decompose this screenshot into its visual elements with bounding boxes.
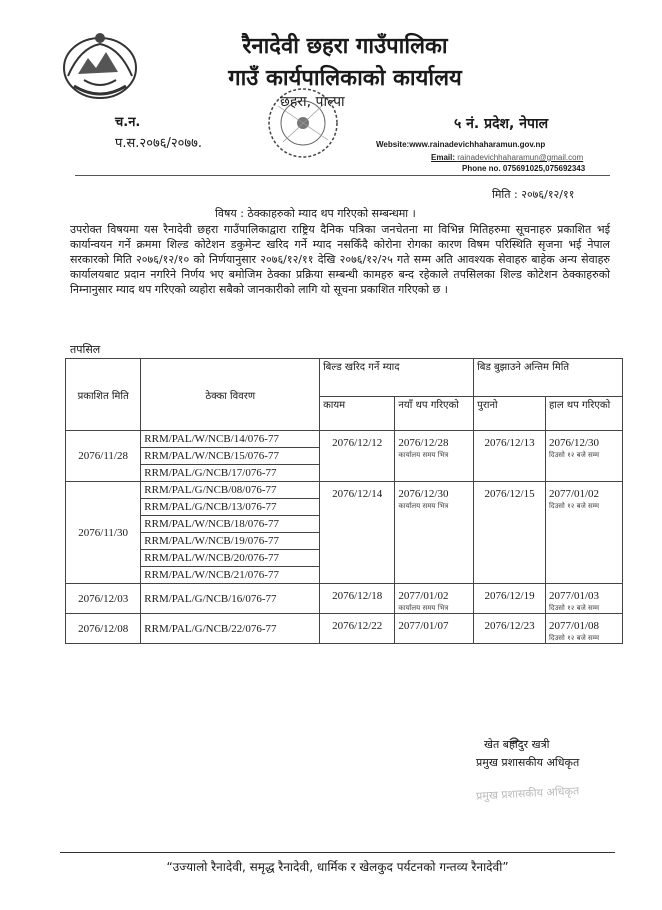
published-date-cell: 2076/11/28: [66, 431, 141, 482]
tender-ref-cell: RRM/PAL/G/NCB/16/076-77: [141, 584, 320, 614]
website-line: [376, 140, 545, 149]
new-extended-cell-date: 2077/01/07: [398, 620, 449, 632]
new-extended-cell: [395, 614, 474, 644]
table-row: [66, 614, 623, 644]
published-date-cell: 2076/11/30: [66, 482, 141, 584]
tender-ref-cell: RRM/PAL/G/NCB/22/076-77: [141, 614, 320, 644]
old-date-cell: 2076/12/19: [474, 584, 546, 614]
website-label: Website:: [376, 140, 410, 149]
details-heading: तपसिल: [70, 343, 101, 356]
website-link[interactable]: www.rainadevichhaharamun.gov.np: [409, 140, 546, 149]
signatory-stamp: प्रमुख प्रशासकीय अधिकृत: [475, 784, 580, 803]
now-extended-cell-note: दिउसो १२ बजे सम्म: [548, 451, 600, 459]
new-extended-cell-date: 2076/12/30: [398, 488, 449, 500]
table-row: [66, 482, 623, 499]
new-extended-cell: [395, 584, 474, 614]
header-tender-details: ठेक्का विवरण: [141, 359, 320, 431]
signatory-name: खेत बहादुर खत्री: [484, 738, 550, 751]
tender-ref-cell: RRM/PAL/W/NCB/19/076-77: [141, 533, 320, 550]
phone-number: Phone no. 075691025,075692343: [462, 164, 586, 173]
email-line: [431, 153, 583, 162]
now-extended-cell: [545, 482, 622, 584]
new-extended-cell: [395, 482, 474, 584]
office-title: रैनादेवी छहरा गाउँपालिका: [242, 34, 448, 59]
province-label: ५ नं. प्रदेश, नेपाल: [454, 116, 549, 132]
now-extended-cell: [545, 584, 622, 614]
now-extended-cell-note: दिउसो १२ बजे सम्म: [548, 634, 600, 642]
new-extended-cell-note: कार्यालय समय भित्र: [398, 451, 449, 459]
tender-ref-cell: RRM/PAL/W/NCB/20/076-77: [141, 550, 320, 567]
header-bid-purchase-deadline: बिल्ड खरिद गर्ने म्याद: [320, 359, 474, 397]
notice-body: उपरोक्त विषयमा यस रैनादेवी छहरा गाउँपालिकाद्वारा राष्ट्रिय दैनिक पत्रिका जनचेतना मा विभिन्न मितिहरुमा सूचनाहरु प्रकाशित भई कार्यान्वयन गर्ने क्रममा शिल्ड कोटेशन डकुमेन्ट खरिद गर्ने म्याद नसकिँदै कोरोना रोगका कारण विषम परिस्थिति सृजना भई नेपाल सरकारको मिति २०७६/१२/१० को निर्णयानुसार २०७६/१२/११ देखि २०७६/१२/२५ गते सम्म अति आवश्यक सेवाहरु बाहेक अन्य सेवाहरु कार्यालयबाट प्रदान नगरिने निर्णय भए बमोजिम ठेक्का प्रक्रिया सम्बन्धी कामहरु बन्द रहेकाले तपसिलका शिल्ड कोटेशन ठेक्काहरुको निम्नानुसार म्याद थप गरिएको व्यहोरा सबैको जानकारीको लागि यो सूचना प्रकाशित गरिएको छ ।: [70, 223, 610, 296]
office-location: छहरा, पाल्पा: [280, 94, 345, 110]
existing-date-cell: 2076/12/18: [320, 584, 395, 614]
header-existing: कायम: [320, 397, 395, 431]
office-subtitle: गाउँ कार्यपालिकाको कार्यालय: [228, 66, 462, 91]
notice-subject: विषय : ठेक्काहरुको म्याद थप गरिएको सम्बन्धमा ।: [215, 207, 416, 220]
table-row: [66, 431, 623, 448]
header-now-extended: हाल थप गरिएको: [545, 397, 622, 431]
existing-date-cell: 2076/12/22: [320, 614, 395, 644]
dispatch-number-label: च.न.: [115, 115, 141, 130]
letter-number: प.स.२०७६/२०७७.: [115, 136, 203, 151]
new-extended-cell-note: कार्यालय समय भित्र: [398, 604, 449, 612]
new-extended-cell-date: 2077/01/02: [398, 590, 449, 602]
old-date-cell: 2076/12/13: [474, 431, 546, 482]
now-extended-cell-note: दिउसो १२ बजे सम्म: [548, 604, 600, 612]
new-extended-cell-date: 2076/12/28: [398, 437, 449, 449]
new-extended-cell-note: कार्यालय समय भित्र: [398, 502, 449, 510]
now-extended-cell: [545, 431, 622, 482]
now-extended-cell: [545, 614, 622, 644]
tender-ref-cell: RRM/PAL/W/NCB/18/076-77: [141, 516, 320, 533]
header-divider: [75, 175, 610, 176]
now-extended-cell-date: 2077/01/03: [548, 590, 600, 602]
header-new-extended: नयाँ थप गरिएको: [395, 397, 474, 431]
now-extended-cell-note: दिउसो १२ बजे सम्म: [548, 502, 600, 510]
tender-ref-cell: RRM/PAL/W/NCB/15/076-77: [141, 448, 320, 465]
table-body: [66, 431, 623, 644]
email-link[interactable]: rainadevichhaharamun@gmail.com: [457, 153, 584, 162]
tender-ref-cell: RRM/PAL/W/NCB/14/076-77: [141, 431, 320, 448]
table-row: [66, 584, 623, 614]
existing-date-cell: 2076/12/14: [320, 482, 395, 584]
now-extended-cell-date: 2076/12/30: [548, 437, 600, 449]
published-date-cell: 2076/12/08: [66, 614, 141, 644]
tender-ref-cell: RRM/PAL/G/NCB/08/076-77: [141, 482, 320, 499]
old-date-cell: 2076/12/15: [474, 482, 546, 584]
footer-divider: [60, 852, 615, 853]
nepal-emblem-icon: [60, 28, 140, 102]
header-bid-submission-deadline: बिड बुझाउने अन्तिम मिति: [474, 359, 623, 397]
now-extended-cell-date: 2077/01/02: [548, 488, 600, 500]
notice-date: मिति : २०७६/१२/११: [492, 188, 575, 201]
existing-date-cell: 2076/12/12: [320, 431, 395, 482]
header-published-date: प्रकाशित मिति: [66, 359, 141, 431]
new-extended-cell: [395, 431, 474, 482]
old-date-cell: 2076/12/23: [474, 614, 546, 644]
tender-ref-cell: RRM/PAL/G/NCB/17/076-77: [141, 465, 320, 482]
header-old: पुरानो: [474, 397, 546, 431]
email-label: Email:: [431, 153, 456, 162]
now-extended-cell-date: 2077/01/08: [548, 620, 600, 632]
tender-ref-cell: RRM/PAL/W/NCB/21/076-77: [141, 567, 320, 584]
published-date-cell: 2076/12/03: [66, 584, 141, 614]
signatory-title: प्रमुख प्रशासकीय अधिकृत: [476, 756, 580, 769]
tender-table: [65, 358, 623, 644]
footer-slogan: “उज्यालो रैनादेवी, समृद्ध रैनादेवी, धार्मिक र खेलकुद पर्यटनको गन्तव्य रैनादेवी”: [166, 860, 509, 874]
tender-ref-cell: RRM/PAL/G/NCB/13/076-77: [141, 499, 320, 516]
